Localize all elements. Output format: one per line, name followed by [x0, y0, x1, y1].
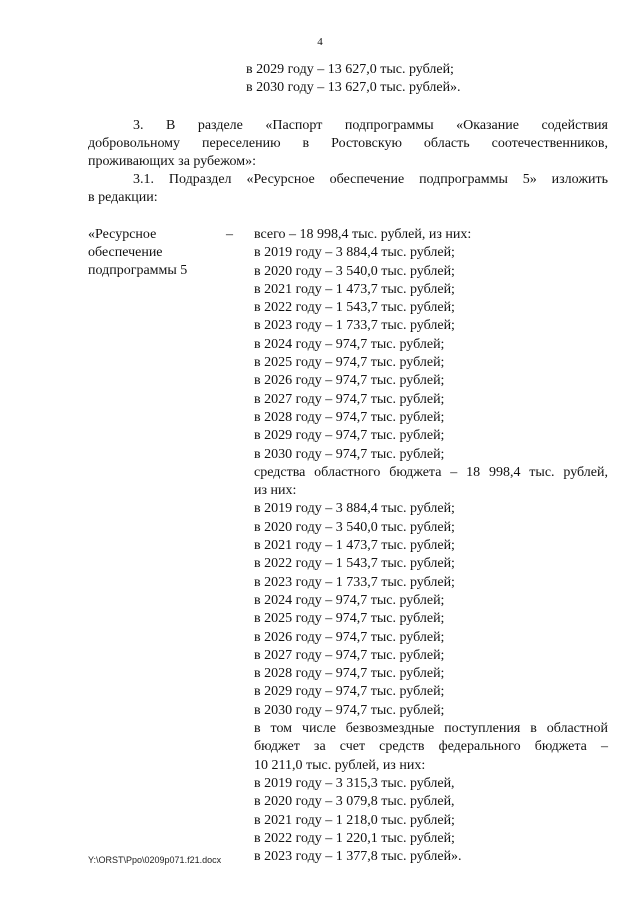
paragraph-3-line-1: 3. В разделе «Паспорт подпрограммы «Оказание содействия	[133, 118, 608, 133]
value-line: в 2030 году – 974,7 тыс. рублей;	[254, 702, 445, 718]
value-line: в 2020 году – 3 079,8 тыс. рублей,	[254, 794, 455, 810]
value-line: в 2023 году – 1 733,7 тыс. рублей;	[254, 318, 455, 334]
value-line: в 2021 году – 1 473,7 тыс. рублей;	[254, 538, 455, 554]
value-line: в 2019 году – 3 884,4 тыс. рублей;	[254, 501, 455, 517]
paragraph-3-line-3: проживающих за рубежом»:	[88, 154, 257, 169]
value-line: из них:	[254, 483, 297, 499]
value-line: в том числе безвозмездные поступления в областной	[254, 721, 608, 737]
value-line: в 2028 году – 974,7 тыс. рублей;	[254, 409, 445, 425]
resource-label-line: подпрограммы 5	[88, 263, 188, 278]
intro-line-1: в 2029 году – 13 627,0 тыс. рублей;	[246, 62, 454, 77]
paragraph-3-1-line-2: в редакции:	[88, 190, 158, 205]
value-line: в 2027 году – 974,7 тыс. рублей;	[254, 647, 445, 663]
value-line: в 2019 году – 3 315,3 тыс. рублей,	[254, 775, 455, 791]
value-line: в 2027 году – 974,7 тыс. рублей;	[254, 391, 445, 407]
value-line: 10 211,0 тыс. рублей, из них:	[254, 757, 426, 773]
value-line: в 2025 году – 974,7 тыс. рублей;	[254, 611, 445, 627]
paragraph-3-1-line-1: 3.1. Подраздел «Ресурсное обеспечение подпрограммы 5» изложить	[133, 172, 608, 187]
value-line: в 2026 году – 974,7 тыс. рублей;	[254, 629, 445, 645]
paragraph-3-line-2: добровольному переселению в Ростовскую область соотечественников,	[88, 136, 608, 151]
value-line: в 2024 году – 974,7 тыс. рублей;	[254, 592, 445, 608]
value-line: в 2020 году – 3 540,0 тыс. рублей;	[254, 519, 455, 535]
value-line: в 2028 году – 974,7 тыс. рублей;	[254, 666, 445, 682]
value-line: в 2023 году – 1 733,7 тыс. рублей;	[254, 574, 455, 590]
value-line: в 2025 году – 974,7 тыс. рублей;	[254, 355, 445, 371]
page-number: 4	[317, 36, 323, 48]
file-path-footer: Y:\ORST\Ppo\0209p071.f21.docx	[88, 855, 222, 865]
resource-values	[254, 226, 608, 866]
value-line: в 2021 году – 1 473,7 тыс. рублей;	[254, 281, 455, 297]
value-line: в 2024 году – 974,7 тыс. рублей;	[254, 336, 445, 352]
value-line: средства областного бюджета – 18 998,4 тыс. рублей,	[254, 464, 608, 480]
value-line: в 2022 году – 1 220,1 тыс. рублей;	[254, 830, 455, 846]
value-line: в 2019 году – 3 884,4 тыс. рублей;	[254, 245, 455, 261]
value-line: в 2021 году – 1 218,0 тыс. рублей;	[254, 812, 455, 828]
value-line: всего – 18 998,4 тыс. рублей, из них:	[254, 227, 472, 242]
resource-label-line: обеспечение	[88, 245, 163, 260]
value-line: в 2026 году – 974,7 тыс. рублей;	[254, 373, 445, 389]
value-line: в 2022 году – 1 543,7 тыс. рублей;	[254, 300, 455, 316]
value-line: в 2020 году – 3 540,0 тыс. рублей;	[254, 263, 455, 279]
label-dash: –	[226, 227, 233, 242]
value-line: в 2029 году – 974,7 тыс. рублей;	[254, 428, 445, 444]
value-line: в 2022 году – 1 543,7 тыс. рублей;	[254, 556, 455, 572]
resource-label-line: «Ресурсное	[88, 227, 157, 242]
value-line: бюджет за счет средств федерального бюджета –	[254, 739, 608, 755]
value-line: в 2029 году – 974,7 тыс. рублей;	[254, 684, 445, 700]
intro-line-2: в 2030 году – 13 627,0 тыс. рублей».	[246, 80, 461, 95]
value-line: в 2023 году – 1 377,8 тыс. рублей».	[254, 849, 462, 865]
value-line: в 2030 году – 974,7 тыс. рублей;	[254, 446, 445, 462]
